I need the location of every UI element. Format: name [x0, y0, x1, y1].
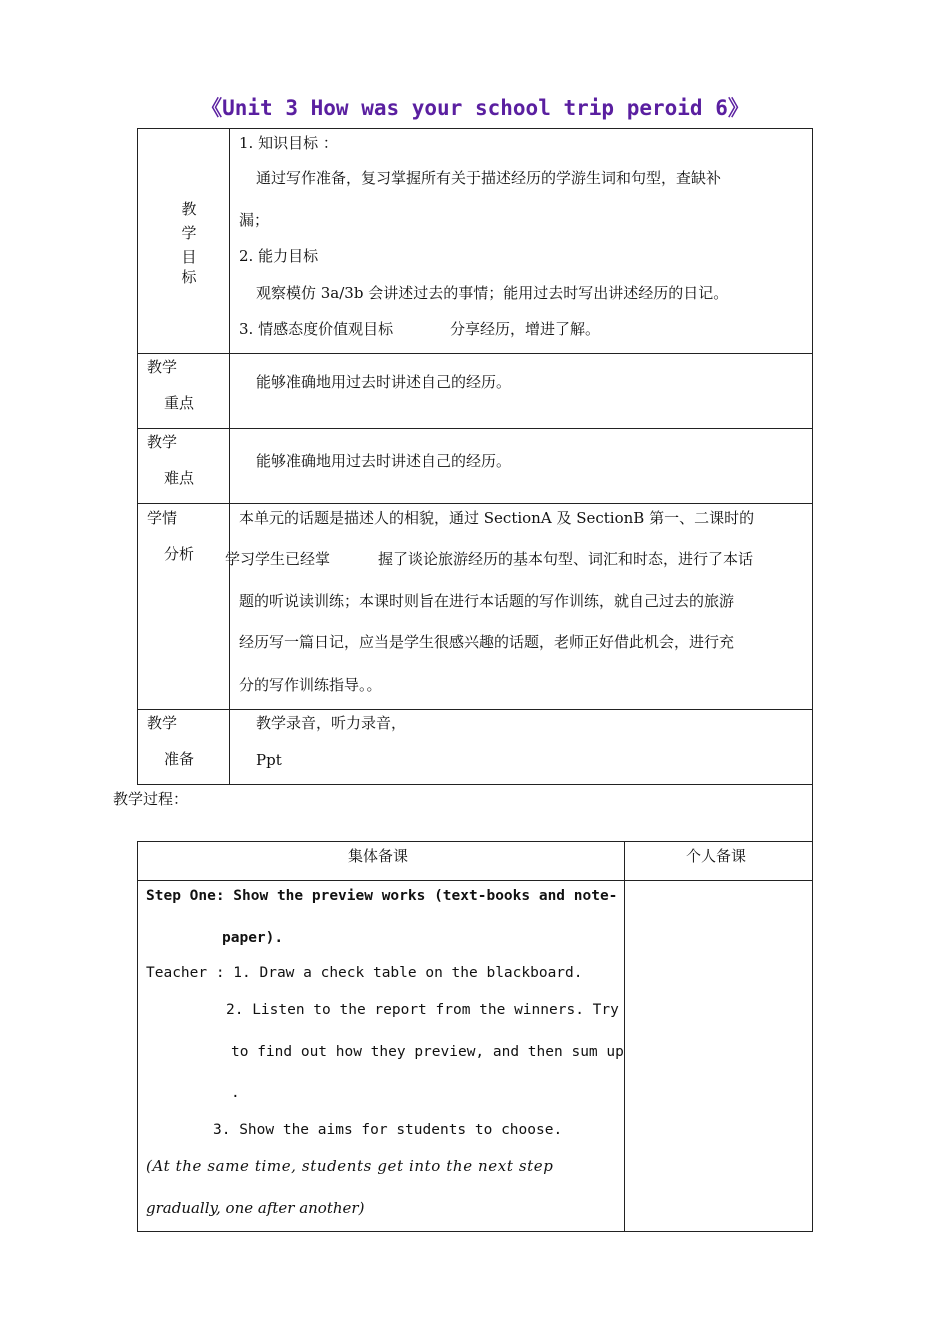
- table-border: [137, 128, 138, 785]
- goal-2-text: 观察模仿 3a/3b 会讲述过去的事情；能用过去时写出讲述经历的日记。: [256, 284, 729, 302]
- table-border: [812, 128, 813, 1232]
- analysis-line: 学习学生已经掌: [225, 550, 331, 568]
- personal-prep-header: 个人备课: [686, 847, 747, 865]
- step-one-note: (At the same time, students get into the next step: [146, 1157, 554, 1175]
- table-border: [137, 128, 813, 129]
- analysis-line: 经历写一篇日记，应当是学生很感兴趣的话题，老师正好借此机会，进行充: [239, 633, 735, 651]
- document-title: 《Unit 3 How was your school trip peroid 6》: [201, 96, 749, 120]
- analysis-line: 题的听说读训练；本课时则旨在进行本话题的写作训练，就自己过去的旅游: [239, 592, 735, 610]
- table-border: [137, 428, 813, 429]
- step-one-note: gradually, one after another): [146, 1199, 365, 1217]
- difficulties-label-b: 难点: [164, 469, 195, 487]
- process-label: 教学过程：: [113, 790, 189, 808]
- preparation-line: Ppt: [256, 751, 282, 769]
- key-points-label-a: 教学: [147, 358, 178, 376]
- step-one-teacher-item: Teacher : 1. Draw a check table on the blackboard.: [146, 965, 583, 981]
- step-one-item: 2. Listen to the report from the winners. Try: [226, 1002, 619, 1018]
- table-border: [137, 841, 138, 1232]
- analysis-line: 本单元的话题是描述人的相貌，通过 SectionA 及 SectionB 第一、二课时的: [239, 509, 755, 527]
- goal-3-text: 分享经历，增进了解。: [450, 320, 601, 338]
- goal-3-heading: 3. 情感态度价值观目标: [239, 320, 394, 338]
- analysis-label-b: 分析: [164, 545, 195, 563]
- preparation-label-b: 准备: [164, 750, 195, 768]
- goal-2-heading: 2. 能力目标: [239, 247, 319, 265]
- step-one-heading: Step One: Show the preview works (text-books and note-: [146, 888, 618, 904]
- step-one-heading-cont: paper).: [222, 930, 284, 946]
- table-border: [624, 841, 625, 1232]
- analysis-line: 握了谈论旅游经历的基本句型、词汇和时态，进行了本话: [378, 550, 754, 568]
- key-points-label-b: 重点: [164, 394, 195, 412]
- preparation-line: 教学录音，听力录音，: [256, 714, 407, 732]
- goals-label-char: 标: [181, 268, 197, 286]
- table-border: [137, 503, 813, 504]
- table-border: [137, 841, 813, 842]
- step-one-item: .: [231, 1085, 240, 1101]
- key-points-text: 能够准确地用过去时讲述自己的经历。: [256, 373, 512, 391]
- analysis-line: 分的写作训练指导。。: [239, 676, 382, 694]
- table-border: [137, 784, 813, 785]
- goals-label-char: 学: [181, 224, 197, 242]
- step-one-item: to find out how they preview, and then sum up: [231, 1044, 624, 1060]
- goals-label-char: 目: [181, 248, 197, 266]
- table-border: [137, 1231, 813, 1232]
- goal-1-heading: 1. 知识目标 ：: [239, 134, 338, 152]
- goal-1-text-cont: 漏；: [239, 211, 270, 229]
- goals-label-char: 教: [181, 200, 197, 218]
- step-one-item: 3. Show the aims for students to choose.: [213, 1122, 563, 1138]
- table-border: [137, 709, 813, 710]
- table-border: [137, 880, 813, 881]
- preparation-label-a: 教学: [147, 714, 178, 732]
- table-border: [229, 128, 230, 785]
- analysis-label-a: 学情: [147, 509, 178, 527]
- goal-1-text: 通过写作准备，复习掌握所有关于描述经历的学游生词和句型，查缺补: [256, 169, 722, 187]
- collective-prep-header: 集体备课: [348, 847, 409, 865]
- table-border: [137, 353, 813, 354]
- difficulties-text: 能够准确地用过去时讲述自己的经历。: [256, 452, 512, 470]
- difficulties-label-a: 教学: [147, 433, 178, 451]
